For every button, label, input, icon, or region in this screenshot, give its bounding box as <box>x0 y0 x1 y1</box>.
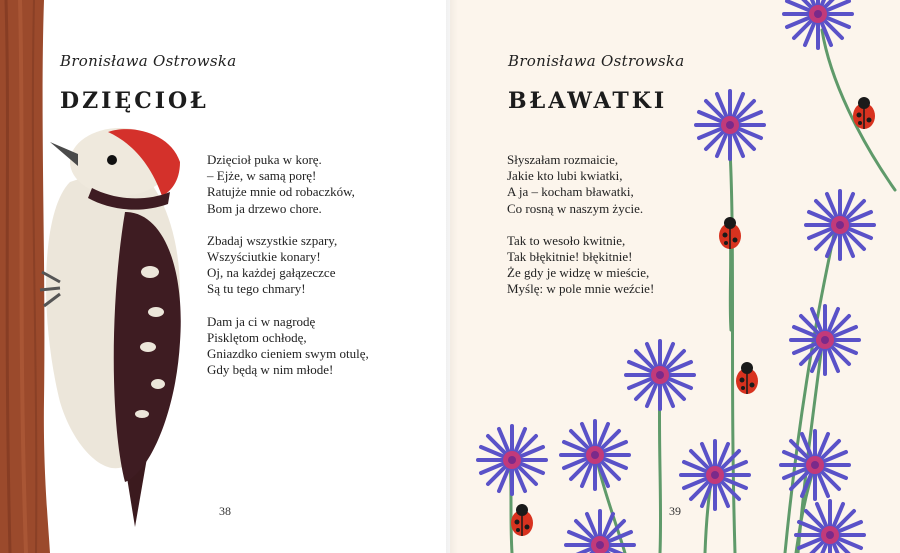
right-stanza-1 <box>507 152 654 217</box>
right-poem-body <box>507 152 654 314</box>
left-stanza-2 <box>207 233 369 298</box>
poem-line: Myślę: w pole mnie weźcie! <box>507 281 655 297</box>
poem-line: Gniazdko cieniem swym otulę, <box>207 346 369 362</box>
poem-line: Że gdy je widzę w mieście, <box>507 265 650 281</box>
poem-line: Tak to wesoło kwitnie, <box>507 232 626 248</box>
poem-line: Dzięcioł puka w korę. <box>207 152 322 167</box>
poem-line: Słyszałam rozmaicie, <box>507 152 619 167</box>
poem-line: Wszyściutkie konary! <box>207 249 321 265</box>
poem-line: Oj, na każdej gałązeczce <box>207 265 336 281</box>
poem-line: Co rosną w naszym życie. <box>507 200 644 216</box>
left-poem-title: DZIĘCIOŁ <box>60 88 209 114</box>
right-page <box>450 0 900 553</box>
poem-line: Bom ja drzewo chore. <box>207 200 322 216</box>
poem-line: Pisklętom ochłodę, <box>207 329 307 345</box>
poem-line: Gdy będą w nim młode! <box>207 362 334 378</box>
poem-line: Dam ja ci w nagrodę <box>207 313 316 329</box>
poem-line: Jakie kto lubi kwiatki, <box>507 168 623 184</box>
left-author: Bronisława Ostrowska <box>60 52 237 70</box>
poem-line: Tak błękitnie! błękitnie! <box>507 249 633 265</box>
right-poem-title: BŁAWATKI <box>508 88 668 114</box>
right-author: Bronisława Ostrowska <box>508 52 685 70</box>
poem-line: – Ejże, w samą porę! <box>207 168 317 184</box>
right-stanza-2 <box>507 233 654 298</box>
poem-line: Są tu tego chmary! <box>207 281 306 297</box>
left-page-number: 38 <box>219 504 231 518</box>
book-gutter <box>446 0 458 553</box>
poem-line: Zbadaj wszystkie szpary, <box>207 232 338 248</box>
poem-line: Ratujże mnie od robaczków, <box>207 184 355 200</box>
poem-line: A ja – kocham bławatki, <box>507 184 634 200</box>
woodpecker-illustration <box>30 122 210 532</box>
left-stanza-1 <box>207 152 369 217</box>
right-page-number: 39 <box>669 504 681 518</box>
left-stanza-3 <box>207 314 369 379</box>
left-poem-body <box>207 152 369 394</box>
